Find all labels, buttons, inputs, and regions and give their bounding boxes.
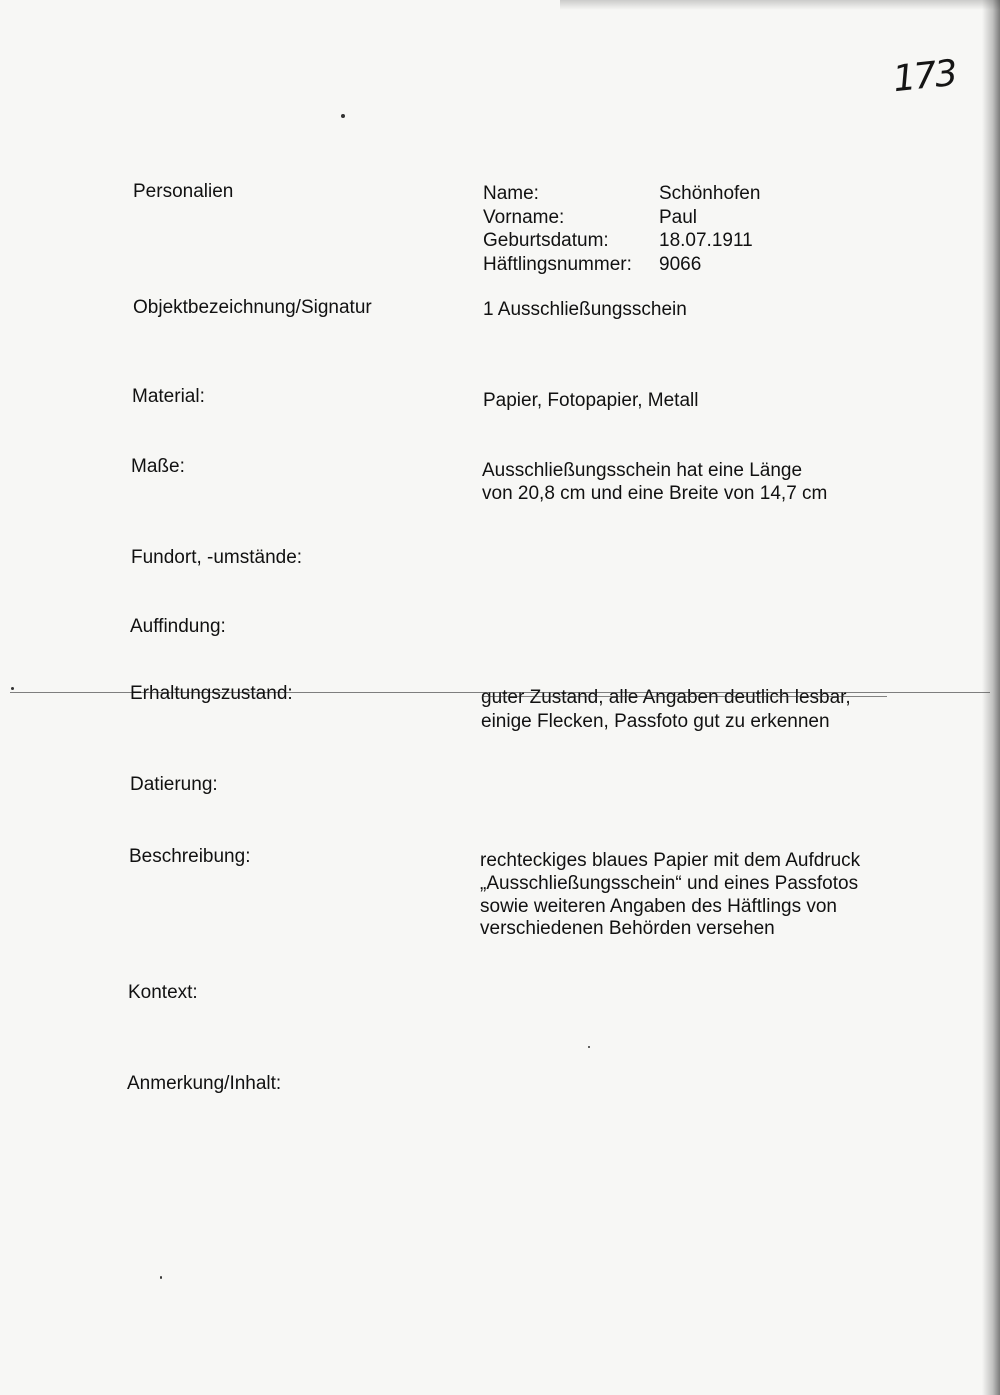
- erhaltungszustand-label: Erhaltungszustand:: [130, 683, 293, 704]
- field-value: 18.07.1911: [659, 230, 753, 251]
- kontext-label: Kontext:: [128, 982, 198, 1003]
- beschreibung-value-line-4: verschiedenen Behörden versehen: [480, 918, 775, 939]
- material-label: Material:: [132, 386, 205, 407]
- personalien-table: [483, 182, 760, 276]
- scan-speck: [160, 1276, 162, 1279]
- beschreibung-value-line-2: „Ausschließungsschein“ und eines Passfotos: [480, 873, 859, 894]
- beschreibung-value-line-1: rechteckiges blaues Papier mit dem Aufdruck: [480, 850, 861, 871]
- field-value: 9066: [659, 253, 702, 275]
- fold-line-over-text: [482, 696, 887, 697]
- auffindung-label: Auffindung:: [130, 616, 226, 637]
- masse-value-line-1: Ausschließungsschein hat eine Länge: [482, 460, 803, 481]
- scan-edge-shadow-right: [982, 0, 1000, 1395]
- erhaltungszustand-value-line-2: einige Flecken, Passfoto gut zu erkennen: [481, 711, 830, 732]
- beschreibung-value-line-3: sowie weiteren Angaben des Häftlings von: [480, 896, 838, 917]
- field-key: Geburtsdatum:: [483, 230, 609, 251]
- personalien-row-haeftlingsnummer: [483, 253, 760, 277]
- personalien-label: Personalien: [133, 181, 234, 202]
- field-key: Häftlingsnummer:: [483, 253, 632, 275]
- personalien-row-geburtsdatum: [483, 229, 760, 253]
- scan-edge-shadow-top: [560, 0, 1000, 10]
- material-value: Papier, Fotopapier, Metall: [483, 390, 699, 411]
- personalien-row-vorname: [483, 206, 760, 230]
- beschreibung-label: Beschreibung:: [129, 846, 251, 867]
- field-key: Name:: [483, 183, 539, 204]
- scan-speck: [588, 1046, 590, 1048]
- field-value: Paul: [659, 206, 698, 228]
- field-value: Schönhofen: [659, 183, 761, 204]
- masse-label: Maße:: [131, 456, 185, 477]
- erhaltungszustand-value-line-1: guter Zustand, alle Angaben deutlich lesbar,: [481, 687, 851, 708]
- objekt-value: 1 Ausschließungsschein: [483, 299, 687, 320]
- field-key: Vorname:: [483, 206, 565, 228]
- datierung-label: Datierung:: [130, 774, 218, 795]
- objekt-label: Objektbezeichnung/Signatur: [133, 297, 372, 318]
- handwritten-page-number: 173: [891, 52, 958, 101]
- scan-speck: [11, 687, 14, 690]
- masse-value-line-2: von 20,8 cm und eine Breite von 14,7 cm: [482, 483, 828, 504]
- fundort-label: Fundort, -umstände:: [131, 547, 303, 568]
- scan-speck: [341, 114, 345, 118]
- anmerkung-label: Anmerkung/Inhalt:: [127, 1073, 282, 1094]
- personalien-row-name: [483, 182, 760, 206]
